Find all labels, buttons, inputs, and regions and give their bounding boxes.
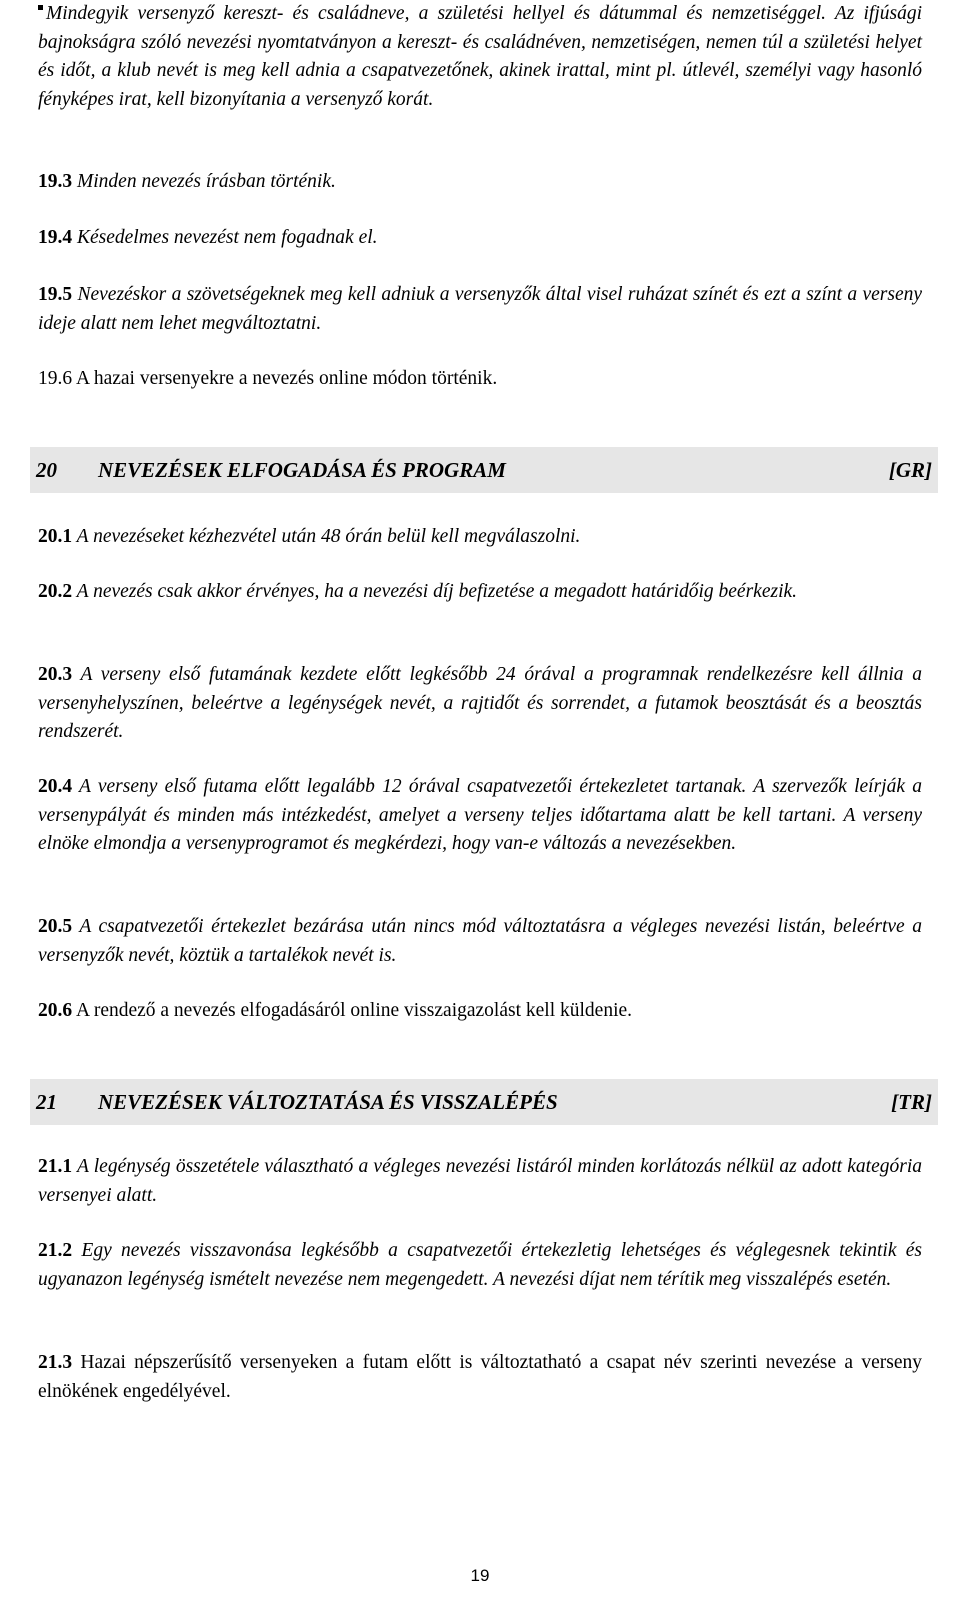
- clause-text: A hazai versenyekre a nevezés online módon történik.: [75, 368, 498, 389]
- section-code: [TR]: [891, 1090, 932, 1114]
- section-title: NEVEZÉSEK VÁLTOZTATÁSA ÉS VISSZALÉPÉS: [98, 1090, 558, 1114]
- clause-21-3: [38, 1349, 922, 1406]
- clause-20-6: [38, 997, 922, 1026]
- clause-number: 19.5: [38, 284, 73, 305]
- clause-number: 20.3: [38, 664, 73, 685]
- clause-number: 20.6: [38, 1000, 73, 1021]
- clause-21-1: [38, 1153, 922, 1210]
- page-number: 19: [470, 1566, 490, 1585]
- clause-19-4: [38, 224, 922, 253]
- section-title: NEVEZÉSEK ELFOGADÁSA ÉS PROGRAM: [98, 458, 506, 482]
- clause-number: 20.1: [38, 526, 73, 547]
- clause-number: 20.5: [38, 916, 73, 937]
- clause-text: Minden nevezés írásban történik.: [77, 171, 336, 192]
- clause-text: Hazai népszerűsítő versenyeken a futam előtt is változtatható a csapat név szerinti nevezése a verseny elnökének engedélyével.: [38, 1352, 922, 1402]
- clause-number: 20.4: [38, 776, 73, 797]
- clause-number: 19.6: [38, 368, 73, 389]
- clause-20-2: [38, 578, 922, 607]
- clause-19-3: [38, 168, 922, 197]
- clause-20-3: [38, 661, 922, 747]
- clause-20-5: [38, 913, 922, 970]
- clause-text: A nevezéseket kézhezvétel után 48 órán belül kell megválaszolni.: [76, 526, 581, 547]
- clause-text: Nevezéskor a szövetségeknek meg kell adniuk a versenyzők által visel ruházat színét és ezt a színt a verseny ideje alatt nem lehet megváltoztatni.: [38, 284, 923, 334]
- section-number: 20: [36, 458, 57, 482]
- section-heading-20: [30, 447, 938, 493]
- clause-number: 21.2: [38, 1240, 73, 1261]
- clause-text: A legénység összetétele választható a végleges nevezési listáról minden korlátozás nélkül az adott kategória versenyei alatt.: [38, 1156, 922, 1206]
- clause-number: 19.4: [38, 227, 73, 248]
- clause-number: 21.1: [38, 1156, 73, 1177]
- clause-number: 19.3: [38, 171, 73, 192]
- bullet-square-icon: [38, 5, 43, 10]
- clause-text: Késedelmes nevezést nem fogadnak el.: [77, 227, 378, 248]
- clause-19-6: [38, 365, 922, 394]
- intro-text: Mindegyik versenyző kereszt- és családneve, a születési hellyel és dátummal és nemzetiséggel. Az ifjúsági bajnokságra szóló nevezési nyomtatványon a kereszt- és családnéven, nemzetiségen, nemen túl a születési helyet és időt, a klub nevét is meg kell adnia a csapatvezetőnek, akinek irattal, mint pl. útlevél, személyi vagy hasonló fényképes irat, kell bizonyítania a versenyző korát.: [38, 3, 922, 110]
- clause-20-4: [38, 773, 922, 859]
- clause-19-5: [38, 281, 922, 338]
- clause-text: A csapatvezetői értekezlet bezárása után nincs mód változtatásra a végleges nevezési listán, beleértve a versenyzők nevét, köztük a tartalékok nevét is.: [38, 916, 922, 966]
- section-number: 21: [36, 1090, 57, 1114]
- clause-text: A rendező a nevezés elfogadásáról online visszaigazolást kell küldenie.: [75, 1000, 633, 1021]
- clause-20-1: [38, 523, 922, 552]
- clause-number: 21.3: [38, 1352, 73, 1373]
- clause-text: Egy nevezés visszavonása legkésőbb a csapatvezetői értekezletig lehetséges és véglegesnek tekintik és ugyanazon legénység ismételt nevezése nem megengedett. A nevezési díjat nem térítik meg visszalépés esetén.: [38, 1240, 922, 1290]
- clause-number: 20.2: [38, 581, 73, 602]
- section-heading-21: [30, 1079, 938, 1125]
- clause-text: A verseny első futamának kezdete előtt legkésőbb 24 órával a programnak rendelkezésre kell állnia a versenyhelyszínen, beleértve a legénységek nevét, a rajtidőt és sorrendet, a futamok beosztását és a beosztás rendszerét.: [38, 664, 922, 742]
- clause-text: A verseny első futama előtt legalább 12 órával csapatvezetői értekezletet tartanak. A szervezők leírják a versenypályát és minden más intézkedést, amelyet a verseny teljes időtartama alatt be kell tartani. A verseny elnöke elmondja a versenyprogramot és megkérdezi, hogy van-e változás a nevezésekben.: [38, 776, 922, 854]
- clause-text: A nevezés csak akkor érvényes, ha a nevezési díj befizetése a megadott határidőig beérkezik.: [76, 581, 798, 602]
- section-code: [GR]: [888, 458, 932, 482]
- intro-paragraph: [38, 0, 922, 114]
- clause-21-2: [38, 1237, 922, 1294]
